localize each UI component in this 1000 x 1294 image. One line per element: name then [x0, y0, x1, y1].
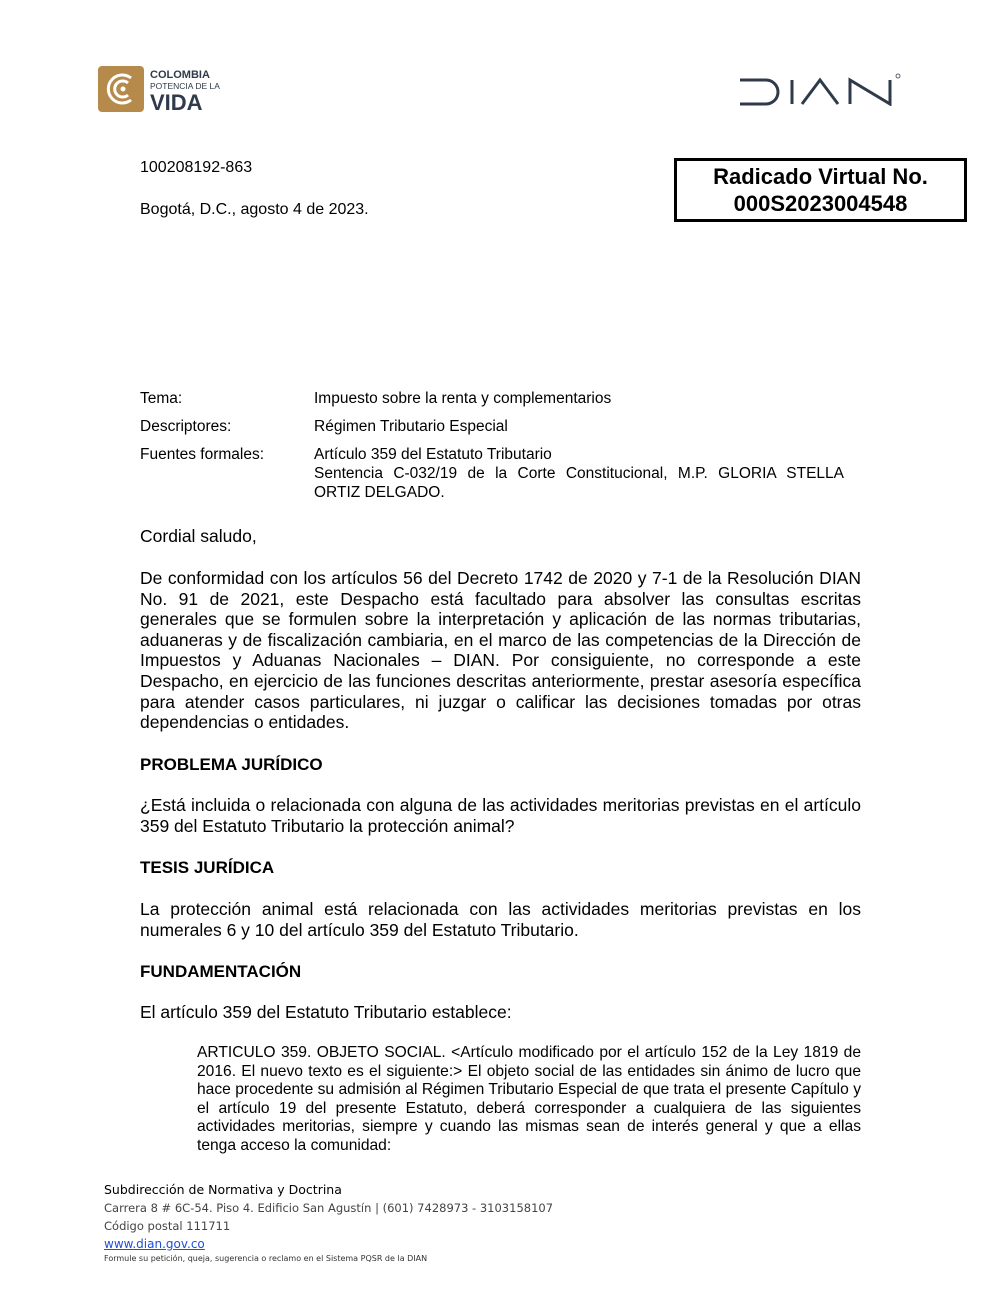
- fuentes-label: Fuentes formales:: [140, 446, 265, 463]
- tema-value: Impuesto sobre la renta y complementarios: [314, 390, 612, 407]
- footer-address: Carrera 8 # 6C-54. Piso 4. Edificio San Agustín | (601) 7428973 - 3103158107: [104, 1201, 554, 1215]
- footer-website-link[interactable]: www.dian.gov.co: [104, 1237, 205, 1251]
- problema-paragraph: ¿Está incluida o relacionada con alguna de las actividades meritorias previstas en el artículo 359 del Estatuto Tributario la protección animal?: [140, 795, 861, 836]
- radicado-label: Radicado Virtual No.: [713, 164, 928, 189]
- fundamentacion-intro: El artículo 359 del Estatuto Tributario establece:: [140, 1002, 512, 1022]
- problema-heading: PROBLEMA JURÍDICO: [140, 755, 323, 774]
- footer-pqsr-note: Formule su petición, queja, sugerencia o reclamo en el Sistema PQSR de la DIAN: [104, 1254, 428, 1263]
- tesis-paragraph: La protección animal está relacionada con las actividades meritorias previstas en los numerales 6 y 10 del artículo 359 del Estatuto Tributario.: [140, 899, 861, 940]
- reference-number: 100208192-863: [140, 159, 253, 176]
- logo-line2: POTENCIA DE LA: [150, 81, 220, 91]
- tesis-heading: TESIS JURÍDICA: [140, 858, 275, 877]
- article-quote: ARTICULO 359. OBJETO SOCIAL. <Artículo modificado por el artículo 152 de la Ley 1819 de 2016. El nuevo texto es el siguiente:> El objeto social de las entidades sin ánimo de lucro que hace procedente su admisión al Régimen Tributario Especial de que trata el presente Capítulo y el artículo 19 del presente Estatuto, deberá corresponder a cualquiera de las siguientes actividades meritorias, siempre y cuando las mismas sean de interés general y que a ellas tenga acceso la comunidad:: [197, 1044, 861, 1154]
- fuentes-value-2: Sentencia C-032/19 de la Corte Constitucional, M.P. GLORIA STELLA ORTIZ DELGADO.: [314, 465, 844, 501]
- tema-label: Tema:: [140, 390, 183, 407]
- colombia-potencia-de-la-vida-logo: [98, 64, 238, 114]
- place-date: Bogotá, D.C., agosto 4 de 2023.: [140, 201, 369, 218]
- fuentes-value-1: Artículo 359 del Estatuto Tributario: [314, 446, 552, 463]
- fundamentacion-heading: FUNDAMENTACIÓN: [140, 962, 302, 981]
- descriptores-value: Régimen Tributario Especial: [314, 418, 508, 435]
- radicado-number: 000S2023004548: [733, 191, 908, 216]
- footer-postal: Código postal 111711: [104, 1219, 231, 1233]
- logo-line3: VIDA: [150, 90, 203, 114]
- logo-line1: COLOMBIA: [150, 69, 210, 81]
- radicado-box: [674, 158, 967, 222]
- footer-office: Subdirección de Normativa y Doctrina: [104, 1182, 342, 1197]
- intro-paragraph: De conformidad con los artículos 56 del Decreto 1742 de 2020 y 7-1 de la Resolución DIAN No. 91 de 2021, este Despacho está facultado para absolver las consultas escritas generales que se formulen sobre la interpretación y aplicación de las normas tributarias, aduaneras y de fiscalización cambiaria, en el marco de las competencias de la Dirección de Impuestos y Aduanas Nacionales – DIAN. Por consiguiente, no corresponde a este Despacho, en ejercicio de las funciones descritas anteriormente, prestar asesoría específica para atender casos particulares, ni juzgar o calificar las decisiones tomadas por otras dependencias o entidades.: [140, 568, 861, 733]
- dian-logo: [738, 72, 904, 106]
- descriptores-label: Descriptores:: [140, 418, 232, 435]
- greeting: Cordial saludo,: [140, 526, 257, 546]
